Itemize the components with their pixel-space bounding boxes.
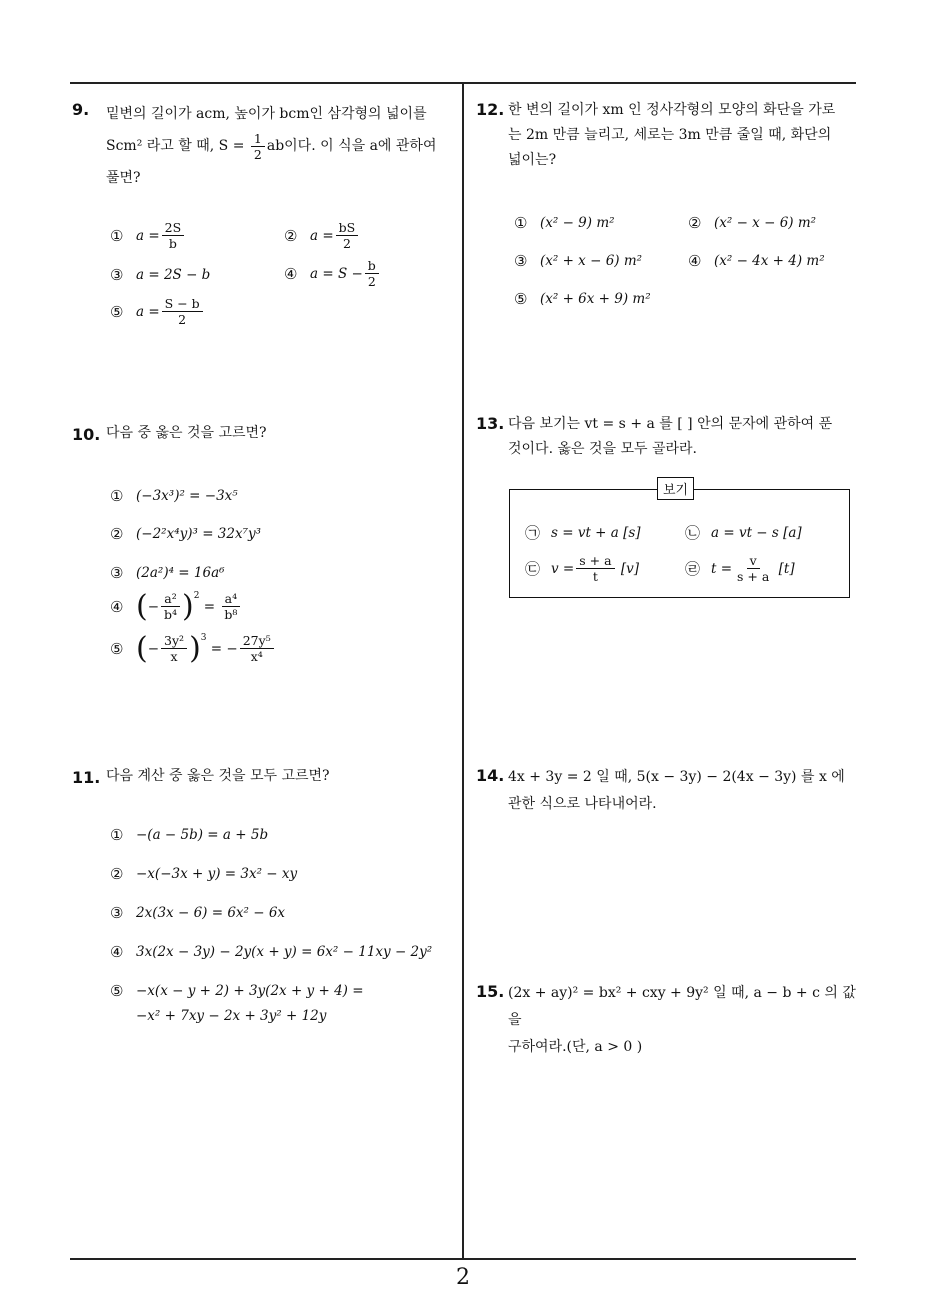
- option-1[interactable]: ① (x² − 9) m²: [514, 214, 615, 232]
- option-5[interactable]: ⑤ (x² + 6x + 9) m²: [514, 290, 651, 308]
- option-3[interactable]: ③ 2x(3x − 6) = 6x² − 6x: [110, 904, 286, 922]
- option-2[interactable]: ② (x² − x − 6) m²: [688, 214, 817, 232]
- question-number: 13.: [476, 414, 505, 433]
- example-item-a: ㉠ s = vt + a [s]: [525, 524, 641, 542]
- option-5-continued: −x² + 7xy − 2x + 3y² + 12y: [136, 1008, 327, 1024]
- question-number: 9.: [72, 100, 90, 119]
- question-number: 14.: [476, 766, 505, 785]
- option-5[interactable]: ⑤ ( − $\frac{\text{3y²}}{x}$ ) $^3$ = − $\frac{\text{27y⁵}}{\text{x⁴}}$: [110, 633, 276, 664]
- question-number: 15.: [476, 982, 505, 1001]
- option-5[interactable]: ⑤ a = $\frac{S - b}{2}$: [110, 296, 205, 327]
- question-text: 다음 계산 중 옳은 것을 모두 고르면?: [106, 768, 330, 784]
- example-item-d: ㉣ t = $\frac{v}{s + a}$ [t]: [685, 553, 795, 584]
- question-number: 11.: [72, 768, 101, 787]
- question-text: 다음 중 옳은 것을 고르면?: [106, 425, 267, 441]
- question-line-1: 밑변의 길이가 acm, 높이가 bcm인 삼각형의 넓이를: [106, 106, 427, 122]
- page-number: 2: [456, 1265, 470, 1290]
- option-4[interactable]: ④ ( − $\frac{\text{a²}}{\text{b⁴}}$ ) $^2$ = $\frac{\text{a⁴}}{\text{b⁸}}$: [110, 591, 242, 622]
- option-3[interactable]: ③ (2a²)⁴ = 16a⁶: [110, 564, 225, 582]
- question-text: 4x + 3y = 2 일 때, 5(x − 3y) − 2(4x − 3y) 를 x 에 관한 식으로 나타내어라.: [508, 769, 845, 812]
- question-line-2: Scm² 라고 할 때, S = $\frac{1}{2}$ ab이다. 이 식을 a에 관하여: [106, 130, 437, 162]
- question-14: [476, 766, 861, 826]
- question-text: [106, 98, 436, 194]
- question-10: [72, 425, 457, 685]
- question-11: [72, 768, 457, 1038]
- option-4[interactable]: ④ a = S − $\frac{b}{2}$: [284, 258, 381, 289]
- option-2[interactable]: ② a = $\frac{bS}{2}$: [284, 220, 360, 251]
- bottom-rule: [70, 1258, 856, 1260]
- option-4[interactable]: ④ 3x(2x − 3y) − 2y(x + y) = 6x² − 11xy − 2y²: [110, 943, 433, 961]
- question-text: 다음 보기는 vt = s + a 를 [ ] 안의 문자에 관하여 푼 것이다. 옳은 것을 모두 골라라.: [508, 416, 833, 457]
- option-2[interactable]: ② (−2²x⁴y)³ = 32x⁷y³: [110, 525, 262, 543]
- question-text: (2x + ay)² = bx² + cxy + 9y² 일 때, a − b + c 의 값을 구하여라.(단, a > 0 ): [508, 985, 856, 1055]
- question-number: 10.: [72, 425, 101, 444]
- option-1[interactable]: ① a = $\frac{2S}{b}$: [110, 220, 186, 251]
- question-text: 한 변의 길이가 xm 인 정사각형의 모양의 화단을 가로 는 2m 만큼 늘리고, 세로는 3m 만큼 줄일 때, 화단의 넓이는?: [508, 102, 836, 168]
- example-item-c: ㉢ v = $\frac{s + a}{t}$ [v]: [525, 553, 639, 584]
- question-15: [476, 982, 861, 1055]
- question-line-3: 풀면?: [106, 170, 141, 186]
- half-fraction: $\frac{1}{2}$: [251, 131, 265, 162]
- option-3[interactable]: ③ a = 2S − b: [110, 266, 211, 284]
- question-12: [476, 100, 861, 320]
- option-1[interactable]: ① (−3x³)² = −3x⁵: [110, 487, 238, 505]
- option-2[interactable]: ② −x(−3x + y) = 3x² − xy: [110, 865, 298, 883]
- example-item-b: ㉡ a = vt − s [a]: [685, 524, 802, 542]
- example-box-label: 보기: [657, 477, 694, 500]
- question-9: [72, 100, 457, 340]
- option-5[interactable]: ⑤ −x(x − y + 2) + 3y(2x + y + 4) =: [110, 982, 364, 1000]
- column-divider: [462, 82, 464, 1259]
- question-number: 12.: [476, 100, 505, 119]
- option-1[interactable]: ① −(a − 5b) = a + 5b: [110, 826, 269, 844]
- option-4[interactable]: ④ (x² − 4x + 4) m²: [688, 252, 825, 270]
- option-3[interactable]: ③ (x² + x − 6) m²: [514, 252, 643, 270]
